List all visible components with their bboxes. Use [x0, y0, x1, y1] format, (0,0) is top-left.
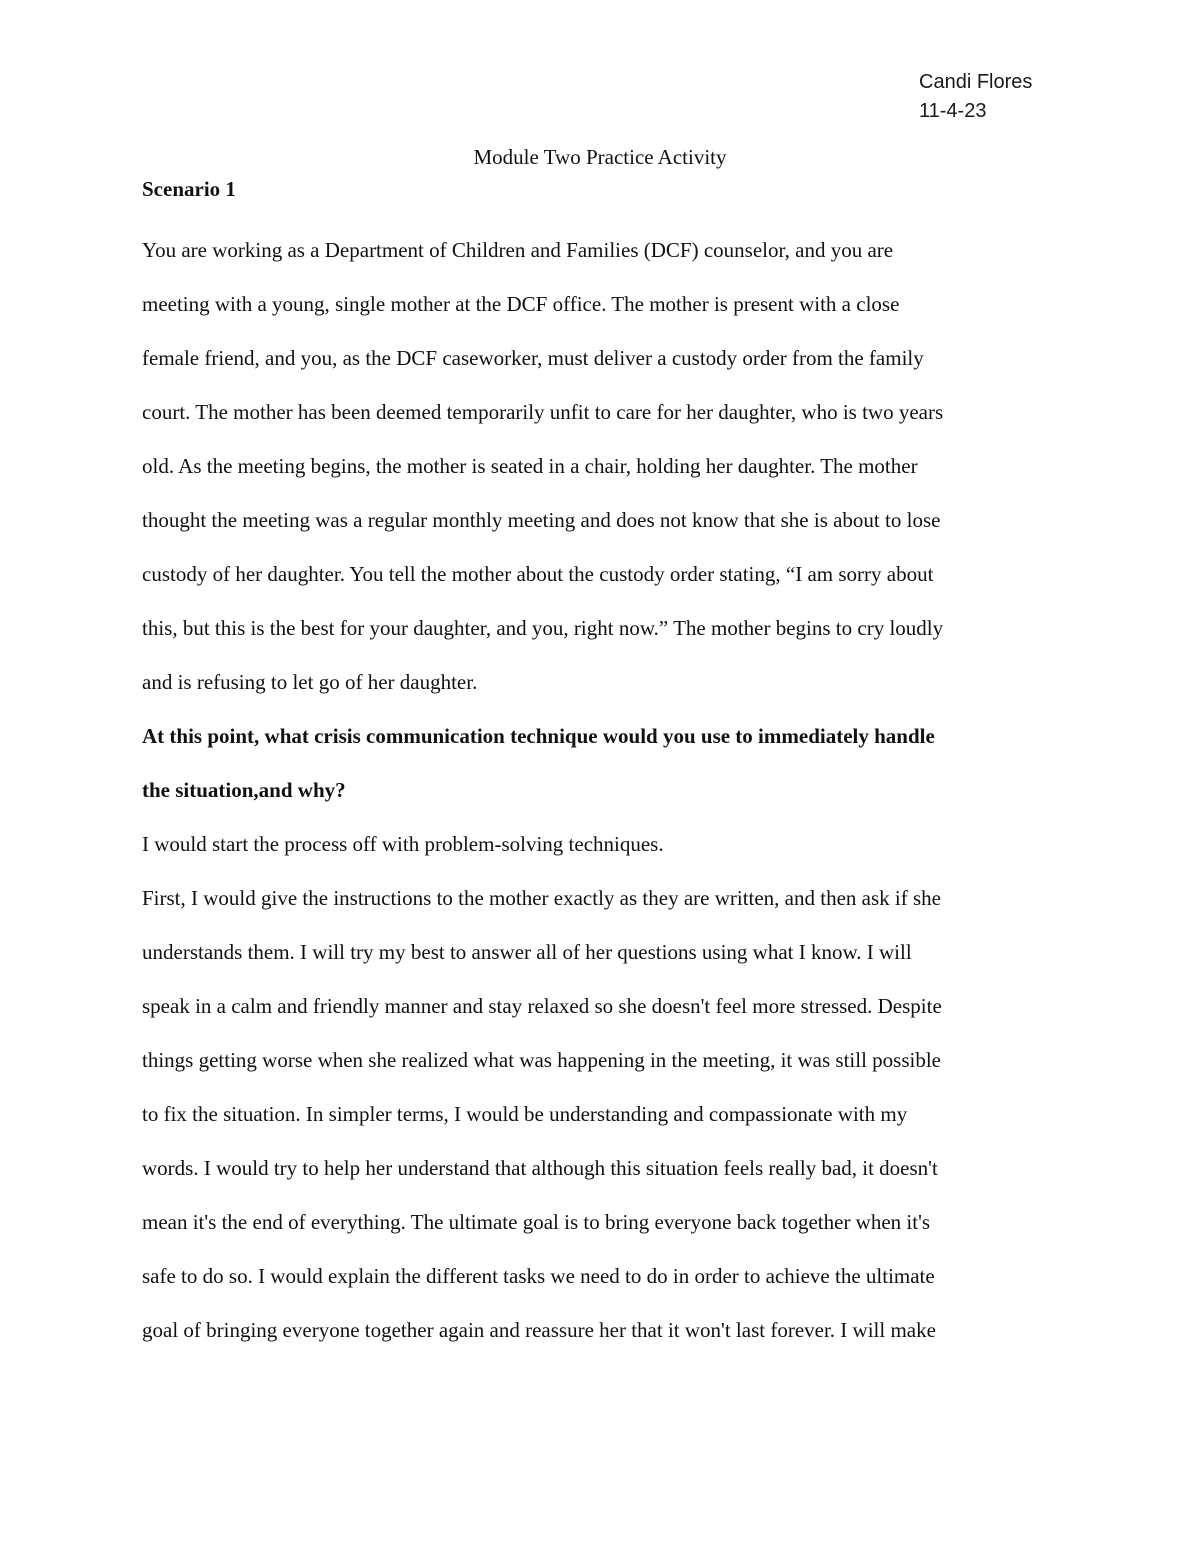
scenario-line: and is refusing to let go of her daughter. — [142, 670, 478, 694]
scenario-line: old. As the meeting begins, the mother is seated in a chair, holding her daughter. The mother — [142, 454, 918, 478]
author-name: Candi Flores — [919, 71, 1033, 93]
document-title: Module Two Practice Activity — [473, 145, 727, 169]
answer-line: I would start the process off with problem-solving techniques. — [142, 832, 664, 856]
scenario-line: thought the meeting was a regular monthly meeting and does not know that she is about to lose — [142, 508, 941, 532]
scenario-line: this, but this is the best for your daughter, and you, right now.” The mother begins to cry loudly — [142, 616, 944, 640]
question-line: At this point, what crisis communication technique would you use to immediately handle — [142, 724, 935, 748]
question-paragraph — [142, 709, 1047, 817]
answer-line: to fix the situation. In simpler terms, I would be understanding and compassionate with my — [142, 1102, 908, 1126]
scenario-line: meeting with a young, single mother at the DCF office. The mother is present with a close — [142, 292, 900, 316]
answer-line: words. I would try to help her understand that although this situation feels really bad, it doesn't — [142, 1156, 938, 1180]
scenario-line: custody of her daughter. You tell the mother about the custody order stating, “I am sorry about — [142, 562, 934, 586]
scenario-line: court. The mother has been deemed temporarily unfit to care for her daughter, who is two years — [142, 400, 944, 424]
scenario-line: You are working as a Department of Children and Families (DCF) counselor, and you are — [142, 238, 894, 262]
answer-line: understands them. I will try my best to answer all of her questions using what I know. I will — [142, 940, 912, 964]
answer-line: mean it's the end of everything. The ultimate goal is to bring everyone back together when it's — [142, 1210, 931, 1234]
answer-line: goal of bringing everyone together again and reassure her that it won't last forever. I will make — [142, 1318, 936, 1342]
answer-line: things getting worse when she realized what was happening in the meeting, it was still possible — [142, 1048, 942, 1072]
scenario-line: female friend, and you, as the DCF caseworker, must deliver a custody order from the family — [142, 346, 924, 370]
author-header — [919, 68, 1032, 126]
answer-line: speak in a calm and friendly manner and stay relaxed so she doesn't feel more stressed. Despite — [142, 994, 942, 1018]
answer-line: safe to do so. I would explain the different tasks we need to do in order to achieve the ultimate — [142, 1264, 935, 1288]
scenario-paragraph — [142, 223, 1047, 709]
question-line: the situation,and why? — [142, 778, 346, 802]
document-body — [142, 168, 1047, 1357]
scenario-heading: Scenario 1 — [142, 177, 236, 201]
document-date: 11-4-23 — [919, 100, 987, 122]
answer-paragraph — [142, 817, 1047, 1357]
answer-line: First, I would give the instructions to the mother exactly as they are written, and then ask if she — [142, 886, 941, 910]
